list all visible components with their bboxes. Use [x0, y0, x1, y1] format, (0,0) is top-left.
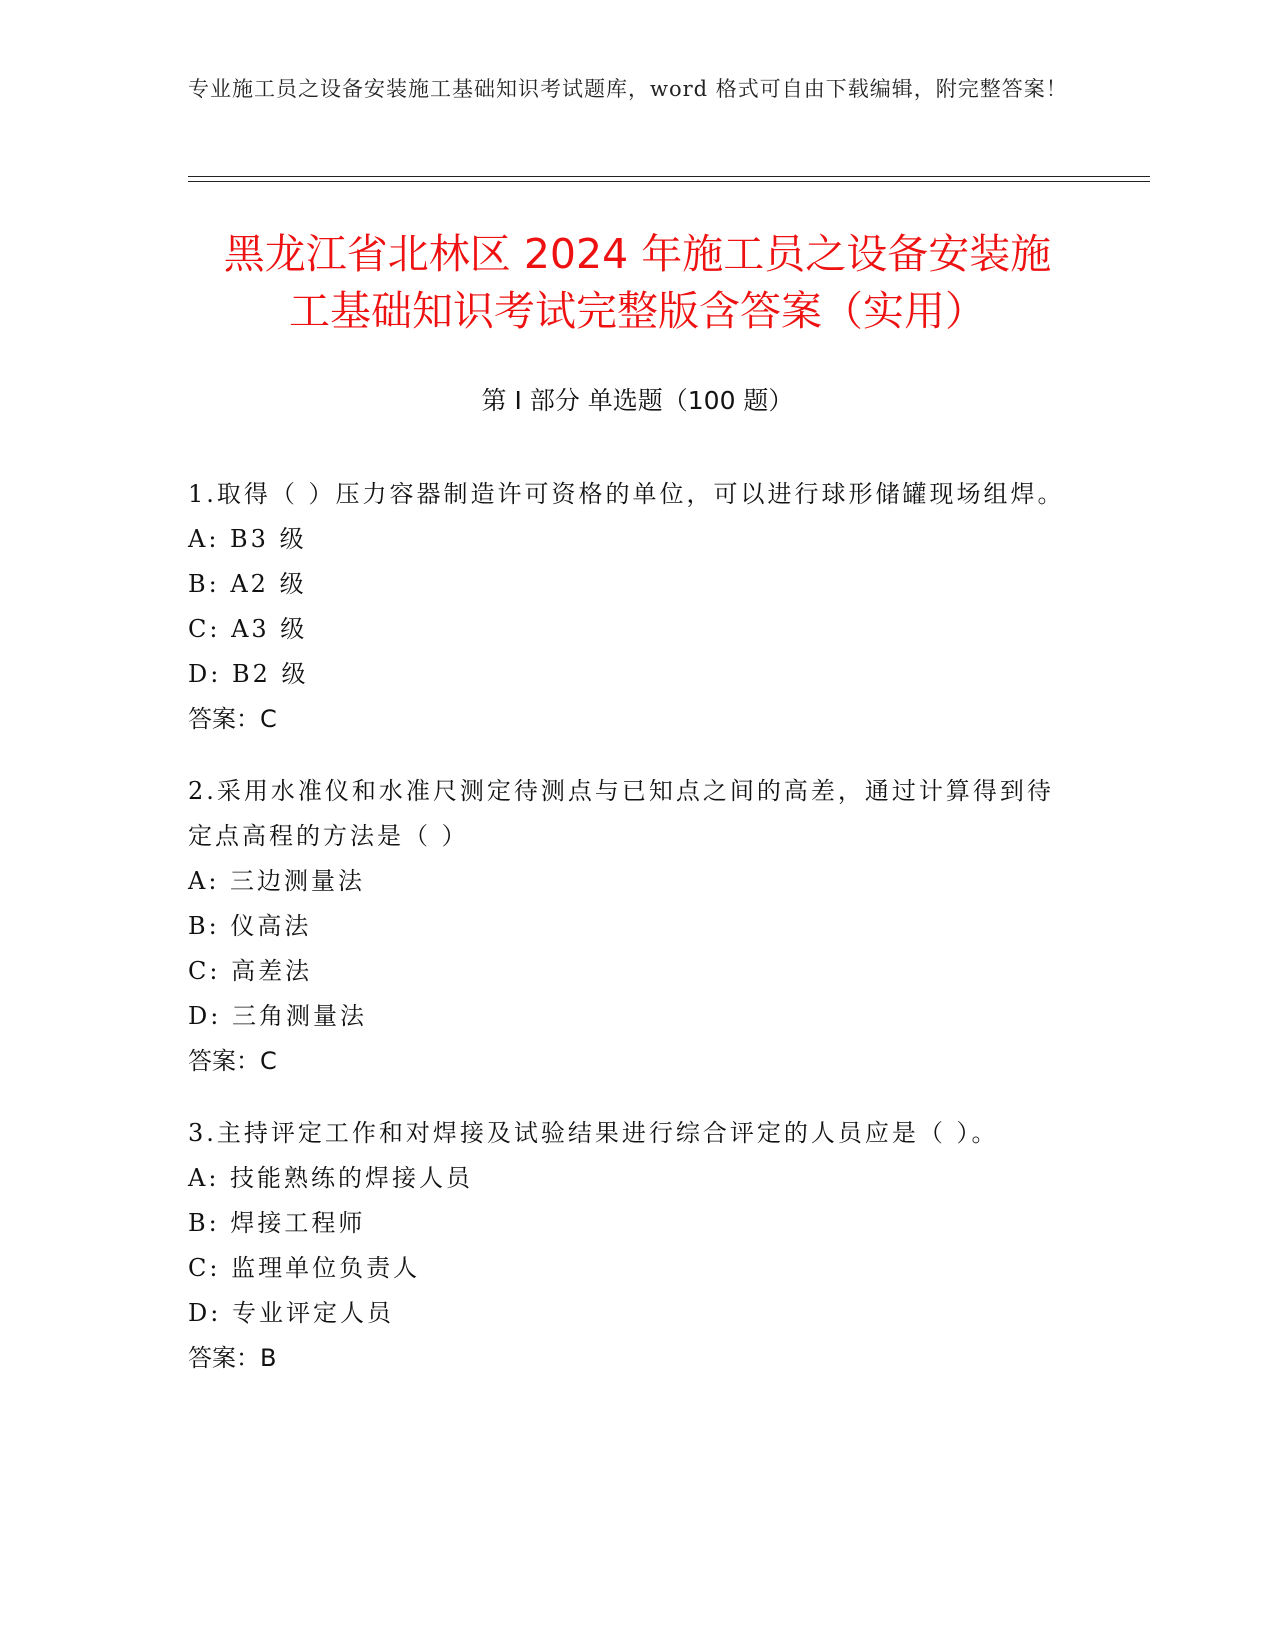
question-1: [188, 472, 1068, 742]
question-3: [188, 1111, 1068, 1381]
option-d: D: 三角测量法: [188, 1002, 367, 1030]
option-d: D: B2 级: [188, 660, 309, 688]
option-c: C: A3 级: [188, 615, 308, 643]
option-a: A: 三边测量法: [188, 867, 366, 895]
answer-line: 答案：C: [188, 1047, 277, 1075]
document-title-line-1: 黑龙江省北林区 2024 年施工员之设备安装施: [223, 230, 1052, 278]
header-rule-top: [188, 176, 1150, 177]
option-c: C: 高差法: [188, 957, 313, 985]
option-a: A: 技能熟练的焊接人员: [188, 1164, 474, 1192]
answer-line: 答案：B: [188, 1344, 277, 1372]
option-b: B: A2 级: [188, 570, 307, 598]
option-d: D: 专业评定人员: [188, 1299, 394, 1327]
option-b: B: 焊接工程师: [188, 1209, 366, 1237]
question-stem: 3.主持评定工作和对焊接及试验结果进行综合评定的人员应是（ ）。: [188, 1119, 999, 1147]
document-title-line-2: 工基础知识考试完整版含答案（实用）: [289, 287, 986, 335]
document-title: [150, 226, 1125, 340]
section-title: 第 I 部分 单选题（100 题）: [481, 386, 794, 415]
option-c: C: 监理单位负责人: [188, 1254, 421, 1282]
option-a: A: B3 级: [188, 525, 307, 553]
question-stem: 1.取得（ ）压力容器制造许可资格的单位，可以进行球形储罐现场组焊。: [188, 480, 1065, 508]
option-b: B: 仪高法: [188, 912, 312, 940]
answer-line: 答案：C: [188, 705, 277, 733]
question-stem: 2.采用水准仪和水准尺测定待测点与已知点之间的高差，通过计算得到待定点高程的方法是（ ）: [188, 777, 1054, 850]
question-list: [188, 472, 1068, 1408]
question-2: [188, 769, 1068, 1084]
header-note: 专业施工员之设备安装施工基础知识考试题库，word 格式可自由下载编辑，附完整答案！: [188, 77, 1068, 101]
header-rule-bottom: [188, 181, 1150, 182]
